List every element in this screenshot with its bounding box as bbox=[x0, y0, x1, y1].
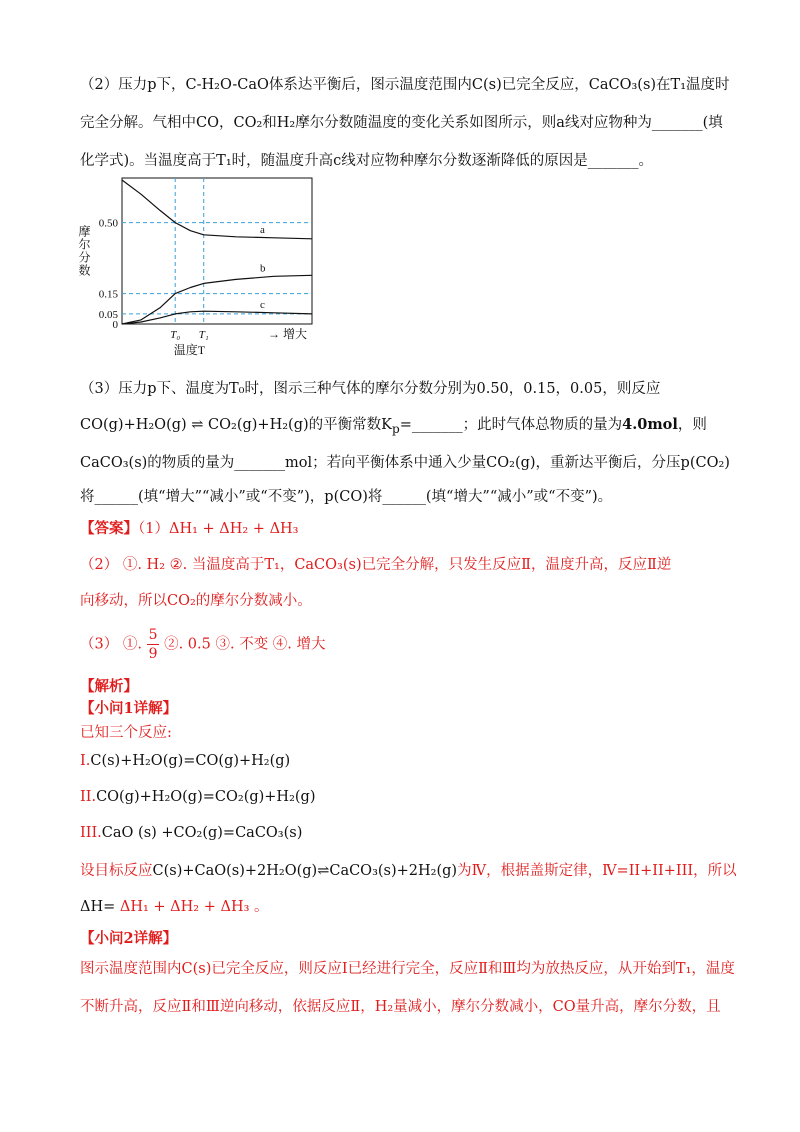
answer-3-fraction bbox=[147, 626, 160, 663]
y-tick-label: 0 bbox=[112, 319, 118, 331]
reaction-3-eq: CaO (s) +CO₂(g)=CaCO₃(s) bbox=[101, 825, 303, 841]
fraction-denominator: 9 bbox=[148, 646, 158, 662]
reaction-1-label: I. bbox=[80, 753, 91, 769]
target-equation: C(s)+CaO(s)+2H₂O(g)⇌CaCO₃(s)+2H₂(g) bbox=[152, 863, 458, 879]
analysis-2-line-2: 不断升高，反应Ⅱ和Ⅲ逆向移动，依据反应Ⅱ，H₂量减小，摩尔分数减小，CO量升高，摩尔分数，且 bbox=[80, 999, 721, 1015]
q2-line-1: （2）压力p下，C-H₂O-CaO体系达平衡后，图示温度范围内C(s)已完全反应，CaCO₃(s)在T₁温度时 bbox=[80, 77, 730, 93]
mole-fraction-chart bbox=[70, 172, 330, 372]
x-tick-label: T₁ bbox=[198, 329, 209, 341]
sub-question-1-heading: 【小问1详解】 bbox=[80, 700, 178, 717]
analysis-tag: 【解析】 bbox=[80, 678, 138, 695]
reaction-1 bbox=[80, 750, 740, 772]
q3-line-2c: =_______；此时气体总物质的量为 bbox=[399, 417, 623, 433]
x-axis-label: 温度T bbox=[173, 343, 206, 357]
target-suffix: 为Ⅳ，根据盖斯定律，Ⅳ=ⅠI+II+III，所以 bbox=[457, 863, 737, 879]
answer-3-pre: （3） ①. bbox=[80, 636, 147, 653]
y-axis-label: 摩尔分数 bbox=[77, 225, 91, 277]
series-line-a bbox=[122, 180, 312, 239]
q3-line-3: CaCO₃(s)的物质的量为_______mol；若向平衡体系中通入少量CO₂(g)，重新达平衡后，分压p(CO₂) bbox=[80, 455, 730, 471]
reaction-1-eq: C(s)+H₂O(g)=CO(g)+H₂(g) bbox=[90, 753, 291, 769]
given-reactions: 已知三个反应: bbox=[80, 725, 172, 741]
y-tick-label: 0.05 bbox=[98, 308, 118, 321]
y-tick-label: 0.15 bbox=[98, 288, 118, 301]
reaction-3-label: III. bbox=[80, 825, 102, 841]
answer-line-1 bbox=[80, 518, 740, 540]
target-reaction-line bbox=[80, 860, 740, 882]
reaction-2 bbox=[80, 786, 740, 808]
answer-3-line bbox=[80, 626, 740, 666]
q3-line-4: 将______(填“增大”“减小”或“不变”)，p(CO)将______(填“增大”“减小”或“不变”)。 bbox=[80, 489, 613, 505]
target-prefix: 设目标反应 bbox=[80, 863, 153, 879]
x-axis-arrow-label: → 增大 bbox=[268, 327, 308, 341]
plot-frame bbox=[122, 178, 312, 324]
q3-line-2e: ，则 bbox=[677, 417, 707, 433]
q3-total-mol: 4.0mol bbox=[622, 416, 678, 433]
reaction-2-label: II. bbox=[80, 789, 97, 805]
analysis-2-line-1: 图示温度范围内C(s)已完全反应，则反应Ⅰ已经进行完全，反应Ⅱ和Ⅲ均为放热反应，从开始到T₁，温度 bbox=[80, 961, 735, 977]
series-label-a: a bbox=[260, 223, 265, 236]
series-label-c: c bbox=[260, 298, 265, 311]
delta-h-line bbox=[80, 896, 740, 918]
y-tick-label: 0.50 bbox=[98, 217, 118, 230]
series-line-b bbox=[122, 275, 312, 324]
q2-line-3: 化学式)。当温度高于T₁时，随温度升高c线对应物种摩尔分数逐渐降低的原因是_______。 bbox=[80, 153, 654, 169]
series-label-b: b bbox=[260, 262, 266, 275]
answer-tag: 【答案】 bbox=[80, 520, 138, 537]
q2-line-2: 完全分解。气相中CO，CO₂和H₂摩尔分数随温度的变化关系如图所示，则a线对应物种为_______(填 bbox=[80, 115, 723, 131]
series-line-c bbox=[122, 311, 312, 324]
sub-question-2-heading: 【小问2详解】 bbox=[80, 930, 178, 947]
delta-h-sum: ΔH₁ + ΔH₂ + ΔH₃ 。 bbox=[115, 899, 269, 915]
fraction-numerator: 5 bbox=[148, 627, 158, 643]
answer-3-post: ②. 0.5 ③. 不变 ④. 增大 bbox=[159, 636, 326, 653]
answer-1: （1）ΔH₁ + ΔH₂ + ΔH₃ bbox=[138, 521, 299, 537]
reaction-2-eq: CO(g)+H₂O(g)=CO₂(g)+H₂(g) bbox=[96, 789, 316, 805]
answer-2-line-2: 向移动，所以CO₂的摩尔分数减小。 bbox=[80, 593, 312, 609]
q3-line-2a: CO(g)+H₂O(g) ⇌ CO₂(g)+H₂(g)的平衡常数K bbox=[80, 417, 392, 433]
q3-line-2 bbox=[80, 414, 740, 440]
reaction-3 bbox=[80, 822, 740, 844]
q3-line-1: （3）压力p下、温度为T₀时，图示三种气体的摩尔分数分别为0.50，0.15，0.05，则反应 bbox=[80, 381, 661, 397]
answer-2-line-1: （2） ①. H₂ ②. 当温度高于T₁，CaCO₃(s)已完全分解，只发生反应Ⅱ，温度升高，反应Ⅱ逆 bbox=[80, 557, 672, 573]
delta-h-label: ΔH= bbox=[80, 899, 116, 915]
q3-line-2b: p bbox=[391, 421, 400, 436]
x-tick-label: T₀ bbox=[170, 329, 181, 341]
